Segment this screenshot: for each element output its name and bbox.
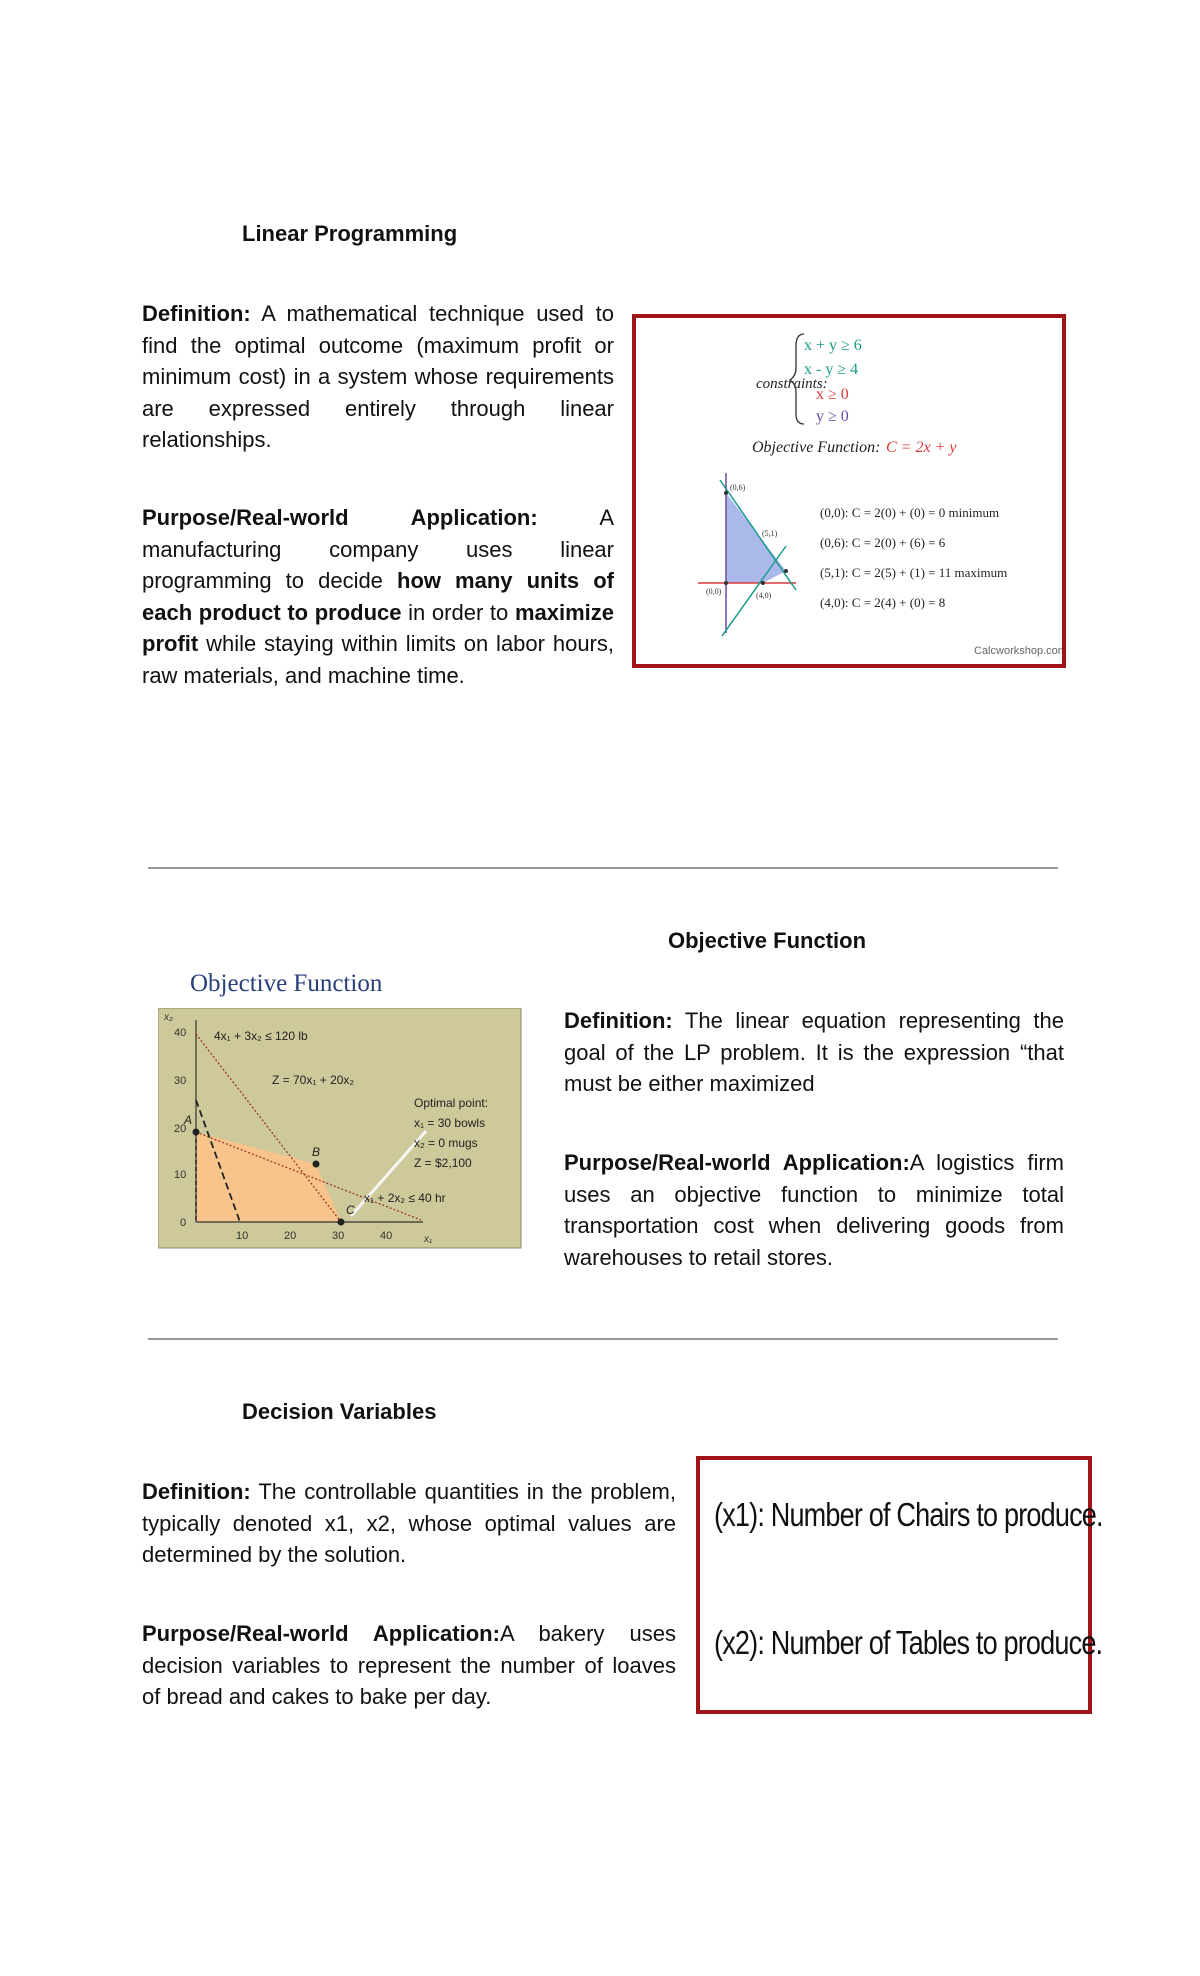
point-label: (0,0) [706,587,722,596]
dv-purpose [142,1618,676,1713]
of-definition [564,1005,1064,1100]
evaluation: (0,6): C = 2(0) + (6) = 6 [820,535,946,550]
constraint: x + y ≥ 6 [804,337,862,354]
objective-label: Z = 70x₁ + 20x₂ [272,1073,355,1087]
definition-label: Definition: [142,301,251,326]
definition-label: Definition: [142,1479,251,1504]
evaluation: (4,0): C = 2(4) + (0) = 8 [820,595,946,610]
divider [148,1338,1058,1340]
y-tick: 10 [174,1169,187,1181]
corner-point [724,581,728,585]
corner-point [724,491,728,495]
constraint: x ≥ 0 [816,386,849,403]
decision-variables-figure [696,1456,1103,1714]
corner-point-b [313,1161,320,1168]
lp-example-figure [632,314,1066,668]
objective-label: Objective Function: [752,439,881,456]
section-title-objective-function: Objective Function [668,928,867,953]
constraint-label: 4x₁ + 3x₂ ≤ 120 lb [214,1029,308,1043]
point-label: A [184,1113,193,1127]
x-tick: 30 [332,1230,345,1242]
point-label: B [312,1145,321,1159]
divider [148,867,1058,869]
objective-expression: C = 2x + y [886,439,957,456]
constraint: x - y ≥ 4 [804,361,859,378]
purpose-text: A logistics firm uses an objective function to minimize total transportation cost when delivering goods from warehouses to retail stores. [564,1150,1064,1270]
figure-title: Objective Function [190,970,383,997]
definition-text: A mathematical technique used to find the optimal outcome (maximum profit or minimum cost) in a system whose requirements are expressed entirely through linear relationships. [142,301,614,452]
corner-point-c [338,1219,345,1226]
purpose-text: while staying within limits on labor hours, raw materials, and machine time. [142,631,614,688]
point-label: (4,0) [756,591,772,600]
lp-definition [142,298,614,456]
definition-text: The controllable quantities in the problem, typically denoted x1, x2, whose optimal values are determined by the solution. [142,1479,676,1567]
purpose-label: Purpose/Real-world Application: [142,505,538,530]
constraint: y ≥ 0 [816,408,849,425]
purpose-text: in order to [401,599,515,625]
x-tick: 20 [284,1230,297,1242]
point-label: (5,1) [762,529,778,538]
of-purpose [564,1147,1064,1273]
variable-x1: (x1): Number of Chairs to produce. [714,1496,1103,1533]
purpose-text: A bakery uses decision variables to represent the number of loaves of bread and cakes to bake per day. [142,1621,676,1709]
objective-function-graph [158,1008,522,1250]
corner-point [761,581,765,585]
optimal-label: Z = $2,100 [414,1156,472,1170]
y-tick: 0 [180,1217,187,1229]
y-tick: 30 [174,1075,187,1087]
definition-text: The linear equation representing the goal of the LP problem. It is the expression “that must be either maximized [564,1008,1064,1096]
purpose-label: Purpose/Real-world Application: [564,1150,910,1175]
constraints-label: constraints: [756,376,828,392]
section-title-decision-variables: Decision Variables [242,1399,437,1424]
definition-label: Definition: [564,1008,673,1033]
dv-definition [142,1476,676,1571]
purpose-emphasis: maximize profit [142,599,614,656]
credit: Calcworkshop.com [974,645,1062,657]
lp-purpose [142,502,614,691]
optimal-label: x₂ = 0 mugs [414,1136,478,1150]
x-tick: 10 [236,1230,249,1242]
y-tick: 20 [174,1123,187,1135]
purpose-label: Purpose/Real-world Application: [142,1621,500,1646]
x-tick: 40 [380,1230,393,1242]
evaluation: (0,0): C = 2(0) + (0) = 0 minimum [820,505,1000,520]
purpose-emphasis: how many units of each product to produce [142,568,614,625]
evaluation: (5,1): C = 2(5) + (1) = 11 maximum [820,565,1008,580]
optimal-label: Optimal point: [414,1096,489,1110]
y-tick: 40 [174,1027,187,1039]
feasible-region [726,493,786,583]
x-axis-label: x₁ [424,1234,433,1245]
corner-point-a [193,1129,200,1136]
point-label: (0,6) [730,483,746,492]
optimal-label: x₁ = 30 bowls [414,1116,486,1130]
point-label: C [346,1203,355,1217]
section-title-linear-programming: Linear Programming [242,221,458,246]
objective-function-figure [158,968,522,1250]
constraint-label: x₁ + 2x₂ ≤ 40 hr [364,1191,446,1205]
lp-example-graphic [636,318,1062,664]
variable-x2: (x2): Number of Tables to produce. [714,1624,1103,1661]
corner-point [784,569,788,573]
purpose-text: A manufacturing company uses linear programming to decide [142,505,614,593]
y-axis-label: x₂ [164,1012,173,1023]
